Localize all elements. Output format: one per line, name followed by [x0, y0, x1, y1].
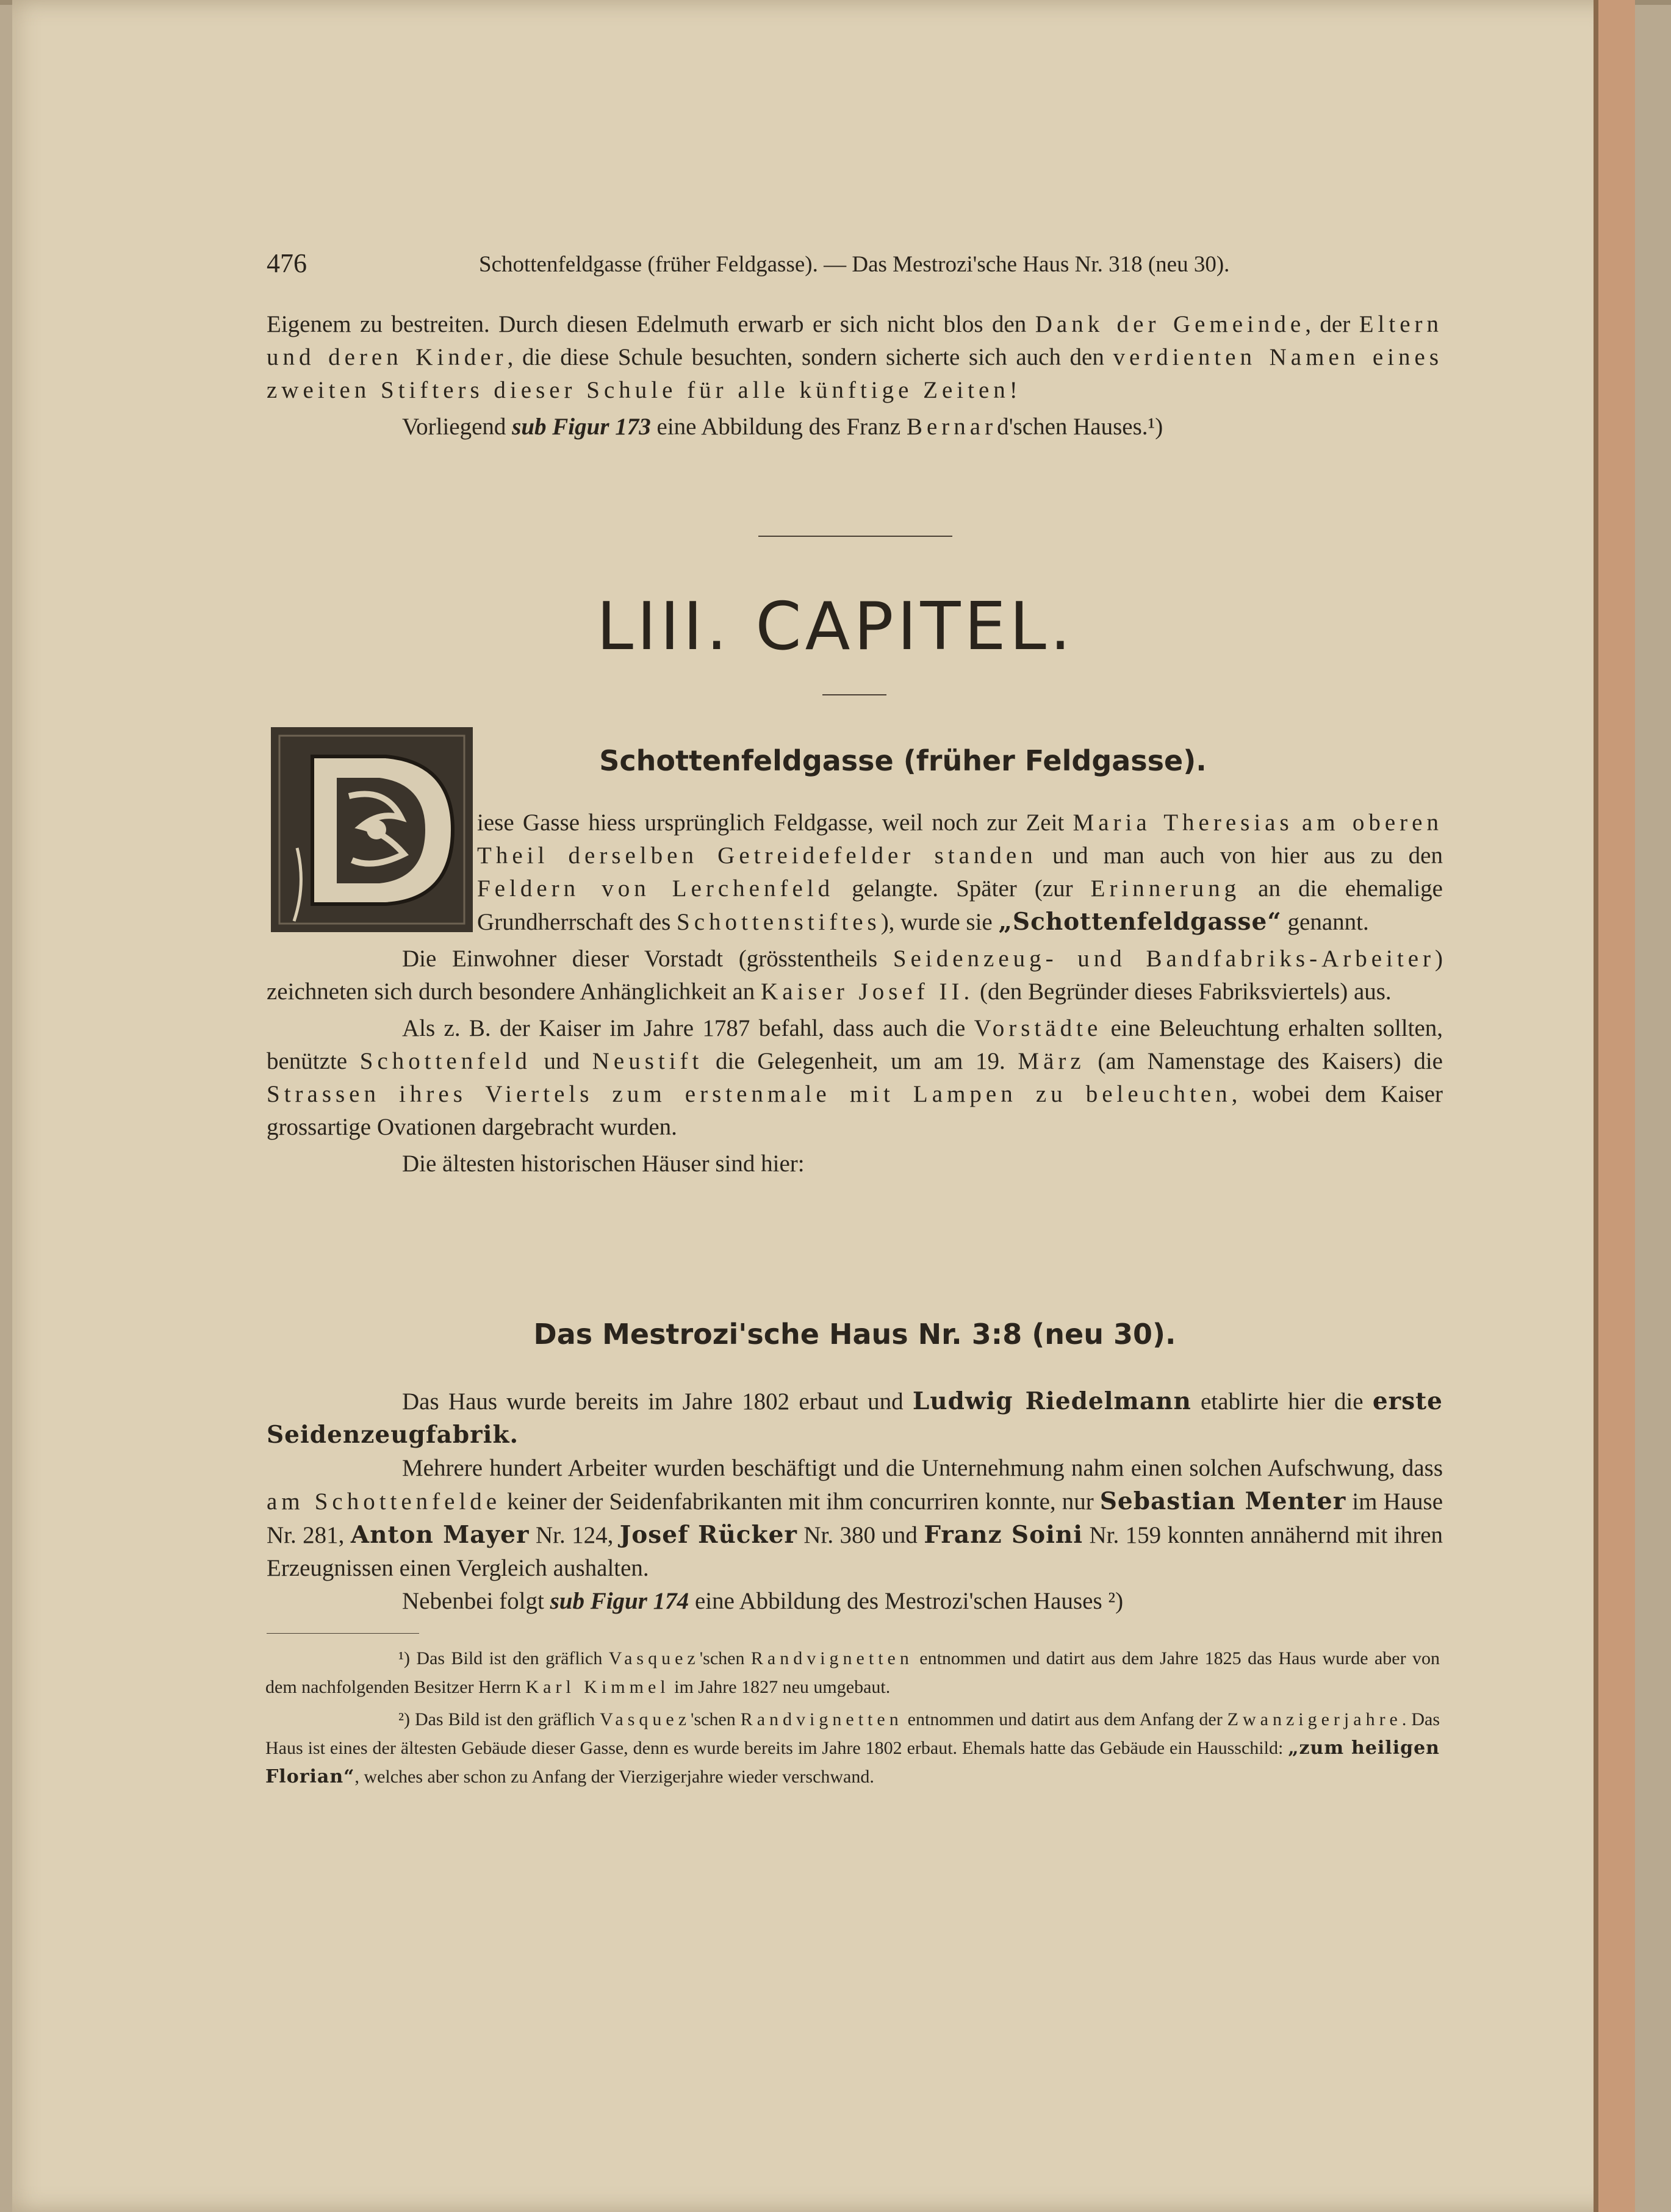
section1-paragraph-2: Die Einwohner dieser Vorstadt (grösstentheils Seidenzeug- und Bandfabriks-Arbeiter) zeichneten sich durch besondere Anhänglichkeit an Kaiser Josef II. (den Begründer dieses Fabriksviertels) aus.	[267, 946, 1443, 1005]
person-name-blackletter: Anton Mayer	[350, 1521, 530, 1549]
spaced-text: Feldern von Lerchenfeld	[477, 875, 835, 902]
running-title: Schottenfeldgasse (früher Feldgasse). — Das Mestrozi'sche Haus Nr. 318 (neu 30).	[479, 252, 1230, 277]
spaced-text: Vorstädte	[974, 1015, 1102, 1041]
spaced-text: Erinnerung	[1090, 875, 1241, 902]
spaced-text: Zwanzigerjahre	[1227, 1709, 1402, 1729]
street-name-blackletter: „Schottenfeldgasse“	[998, 908, 1282, 936]
spaced-text: Schottenfeld	[359, 1048, 531, 1074]
spaced-text: Schottenstiftes	[677, 909, 881, 935]
house-sign-blackletter: „zum heiligen Florian“	[265, 1737, 1440, 1787]
spaced-text: März	[1018, 1048, 1085, 1074]
spaced-text: Neustift	[592, 1048, 703, 1074]
person-name-blackletter: Ludwig Riedelmann	[912, 1387, 1191, 1415]
section1-body	[267, 806, 1443, 1180]
spaced-text: Karl Kimmel	[525, 1677, 670, 1697]
section2-paragraph-1: Das Haus wurde bereits im Jahre 1802 erbaut und Ludwig Riedelmann etablirte hier die erste Seidenzeugfabrik.	[267, 1387, 1443, 1449]
footnote-rule	[267, 1633, 419, 1634]
spaced-text: Seidenzeug- und Bandfabriks-Arbeiter	[893, 946, 1435, 972]
initial-float	[267, 808, 477, 930]
footnotes	[265, 1644, 1440, 1791]
intro-paragraph-1: Eigenem zu bestreiten. Durch diesen Edelmuth erwarb er sich nicht blos den Dank der Gemeinde, der Eltern und deren Kinder, die diese Schule besuchten, sondern sicherte sich auch den verdienten Namen eines zweiten Stifters dieser Schule für alle künftige Zeiten!	[267, 311, 1443, 403]
spaced-text: Strassen ihres Viertels zum erstenmale mit Lampen zu beleuchten	[267, 1081, 1232, 1107]
person-name-blackletter: Sebastian Menter	[1099, 1487, 1346, 1515]
spaced-text: Maria Theresias	[1073, 810, 1293, 836]
spaced-text: Randvignetten	[750, 1648, 913, 1668]
figure-reference: sub Figur 173	[512, 414, 651, 440]
spaced-text: Eltern und deren Kinder	[267, 311, 1443, 370]
intro-paragraph-2: Vorliegend sub Figur 173 eine Abbildung des Franz Bernard'schen Hauses.¹)	[402, 414, 1163, 440]
spaced-text: Vasquez	[608, 1648, 700, 1668]
section1-paragraph-1: iese Gasse hiess ursprünglich Feldgasse, weil noch zur Zeit Maria Theresias am oberen Theil derselben Getreidefelder standen und man auch von hier aus zu den Feldern von Lerchenfeld gelangte. Später (zur Erinnerung an die ehemalige Grundherrschaft des Schottenstiftes), wurde sie „Schottenfeldgasse“ genannt.	[267, 806, 1443, 939]
chapter-rule	[822, 694, 886, 695]
separator-rule	[758, 536, 952, 537]
footnote-1: ¹) Das Bild ist den gräflich Vasquez'schen Randvignetten entnommen und datirt aus dem Jahre 1825 das Haus wurde aber von dem nachfolgenden Besitzer Herrn Karl Kimmel im Jahre 1827 neu umgebaut.	[265, 1648, 1440, 1697]
spaced-text: Dank der Gemeinde	[1035, 311, 1306, 337]
section2-paragraph-3: Nebenbei folgt sub Figur 174 eine Abbildung des Mestrozi'schen Hauses ²)	[402, 1588, 1124, 1614]
spaced-text: Vasquez	[600, 1709, 691, 1729]
section1-paragraph-4: Die ältesten historischen Häuser sind hier:	[402, 1151, 805, 1177]
footnote-2: ²) Das Bild ist den gräflich Vasquez'schen Randvignetten entnommen und datirt aus dem Anfang der Zwanzigerjahre. Das Haus ist eines der ältesten Gebäude dieser Gasse, denn es wurde bereits im Jahre 1802 erbaut. Ehemals hatte das Gebäude ein Hausschild: „zum heiligen Florian“, welches aber schon zu Anfang der Vierzigerjahre wieder verschwand.	[265, 1709, 1440, 1787]
section2-paragraph-2: Mehrere hundert Arbeiter wurden beschäftigt und die Unternehmung nahm einen solchen Aufschwung, dass am Schottenfelde keiner der Seidenfabrikanten mit ihm concurriren konnte, nur Sebastian Menter im Hause Nr. 281, Anton Mayer Nr. 124, Josef Rücker Nr. 380 und Franz Soini Nr. 159 konnten annähernd mit ihren Erzeugnissen einen Vergleich aushalten.	[267, 1455, 1443, 1581]
spaced-text: Kaiser Josef II.	[761, 979, 974, 1005]
running-header	[267, 244, 1441, 281]
spaced-text: am oberen Theil derselben Getreidefelder standen	[477, 810, 1443, 869]
spaced-text: am Schottenfelde	[267, 1488, 501, 1515]
spaced-text: Randvignetten	[740, 1709, 903, 1729]
spaced-text: verdienten Namen eines zweiten Stifters dieser Schule für alle künftige Zeiten!	[267, 344, 1443, 403]
page-number: 476	[267, 248, 307, 278]
section-heading-schottenfeldgasse: Schottenfeldgasse (früher Feldgasse).	[599, 744, 1207, 777]
chapter-title: LIII. CAPITEL.	[596, 589, 1075, 665]
section2-body	[267, 1385, 1443, 1618]
spaced-text: Bernar	[906, 414, 997, 440]
figure-reference: sub Figur 174	[550, 1588, 689, 1614]
section-heading-mestrozi: Das Mestrozi'sche Haus Nr. 3:8 (neu 30).	[533, 1318, 1176, 1351]
section1-paragraph-3: Als z. B. der Kaiser im Jahre 1787 befahl, dass auch die Vorstädte eine Beleuchtung erhalten sollten, benützte Schottenfeld und Neustift die Gelegenheit, um am 19. März (am Namenstage des Kaisers) die Strassen ihres Viertels zum erstenmale mit Lampen zu beleuchten, wobei dem Kaiser grossartige Ovationen dargebracht wurden.	[267, 1015, 1443, 1140]
intro-block	[267, 308, 1443, 443]
person-name-blackletter: Josef Rücker	[619, 1521, 797, 1549]
factory-blackletter: erste Seidenzeugfabrik.	[267, 1387, 1443, 1449]
person-name-blackletter: Franz Soini	[924, 1521, 1083, 1549]
book-spine	[1598, 0, 1635, 2212]
